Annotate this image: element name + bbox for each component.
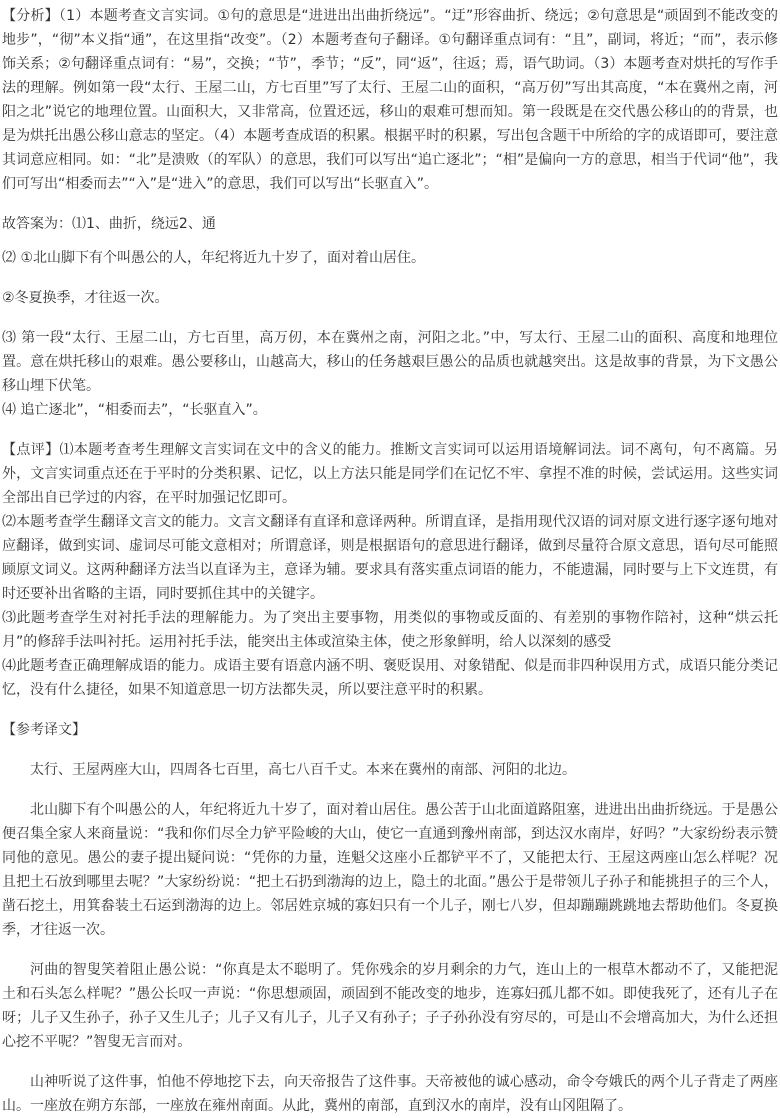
- comment-paragraph-1: 【点评】⑴本题考查考生理解文言实词在文中的含义的能力。推断文言实词可以运用语境解词法。词不离句，句不离篇。另外，文言实词重点还在于平时的分类积累、记忆，以上方法只能是同学们在记忆不牢、拿捏不准的时候，尝试运用。这些实词全部出自已学过的内容，在平时加强记忆即可。: [2, 442, 778, 506]
- answer-line-5: ⑷ 追亡逐北”，“相委而去”，“长驱直入”。: [2, 402, 267, 418]
- answer-line-3: ②冬夏换季，才往返一次。: [2, 290, 169, 306]
- answer-line-1: 故答案为：⑴1、曲折，绕远2、通: [2, 216, 216, 232]
- comment-paragraph-4: ⑷此题考查正确理解成语的能力。成语主要有语意内涵不明、褒贬误用、对象错配、似是而非四种误用方式，成语只能分类记忆，没有什么捷径，如果不知道意思一切方法都失灵，所以要注意平时的积累。: [2, 658, 778, 698]
- translation-paragraph-2: 北山脚下有个叫愚公的人，年纪将近九十岁了，面对着山居住。愚公苦于山北面道路阻塞，进进出出曲折绕远。于是愚公便召集全家人来商量说：“我和你们尽全力铲平险峻的大山，使它一直通到豫州南部，到达汉水南岸，好吗？”大家纷纷表示赞同他的意见。愚公的妻子提出疑问说：“凭你的力量，连魁父这座小丘都铲平不了，又能把太行、王屋这两座山怎么样呢？况且把土石放到哪里去呢？”大家纷纷说：“把土石扔到渤海的边上，隐土的北面。”愚公于是带领儿子孙子和能挑担子的三个人，凿石挖土，用箕畚装土石运到渤海的边上。邻居姓京城的寡妇只有一个儿子，刚七八岁，但却蹦蹦跳跳地去帮助他们。冬夏换季，才往返一次。: [2, 802, 778, 938]
- translation-heading: 【参考译文】: [2, 722, 86, 738]
- translation-paragraph-3: 河曲的智叟笑着阻止愚公说：“你真是太不聪明了。凭你残余的岁月剩余的力气，连山上的一根草木都动不了，又能把泥土和石头怎么样呢？”愚公长叹一声说：“你思想顽固，顽固到不能改变的地步，连寡妇孤儿都不如。即使我死了，还有儿子在呀；儿子又生孙子，孙子又生儿子；儿子又有儿子，儿子又有孙子；子子孙孙没有穷尽的，可是山不会增高加大，为什么还担心挖不平呢？”智叟无言而对。: [2, 962, 778, 1050]
- comment-paragraph-2: ⑵本题考查学生翻译文言文的能力。文言文翻译有直译和意译两种。所谓直译，是指用现代汉语的词对原文进行逐字逐句地对应翻译，做到实词、虚词尽可能文意相对；所谓意译，则是根据语句的意思进行翻译，做到尽量符合原文意思，语句尽可能照顾原文词义。这两种翻译方法当以直译为主，意译为辅。要求具有落实重点词语的能力，不能遗漏，同时要与上下文连贯，有时还要补出省略的主语，同时要抓住其中的关键字。: [2, 514, 778, 602]
- answer-line-4: ⑶ 第一段“太行、王屋二山，方七百里，高万仞，本在冀州之南，河阳之北。”中，写太行、王屋二山的面积、高度和地理位置。意在烘托移山的艰难。愚公要移山，山越高大，移山的任务越艰巨愚公的品质也就越突出。这是故事的背景，为下文愚公移山埋下伏笔。: [2, 330, 778, 394]
- comment-paragraph-3: ⑶此题考查学生对衬托手法的理解能力。为了突出主要事物，用类似的事物或反面的、有差别的事物作陪衬，这种“烘云托月”的修辞手法叫衬托。运用衬托手法，能突出主体或渲染主体，使之形象鲜明，给人以深刻的感受: [2, 610, 778, 650]
- analysis-paragraph: 【分析】（1）本题考查文言实词。①句的意思是“进进出出曲折绕远”。“迂”形容曲折、绕远；②句意思是“顽固到不能改变的地步”，“彻”本义指“通”，在这里指“改变”。（2）本题考查句子翻译。①句翻译重点词有：“且”，副词，将近；“而”，表示修饰关系；②句翻译重点词有：“易”，交换；“节”，季节；“反”，同“返”，往返；焉，语气助词。（3）本题考查对烘托的写作手法的理解。例如第一段“太行、王屋二山，方七百里”写了太行、王屋二山的面积，“高万仞”写出其高度，“本在冀州之南，河阳之北”说它的地理位置。山面积大，又非常高，位置还远，移山的艰难可想而知。第一段既是在交代愚公移山的的背景，也是为烘托出愚公移山意志的坚定。（4）本题考查成语的积累。根据平时的积累，写出包含题干中所给的字的成语即可，要注意其词意应相同。如：“北”是溃败（的军队）的意思，我们可以写出“追亡逐北”；“相”是偏向一方的意思，相当于代词“他”，我们可写出“相委而去”“入”是“进入”的意思，我们可以写出“长驱直入”。: [2, 8, 778, 192]
- answer-line-2: ⑵ ①北山脚下有个叫愚公的人，年纪将近九十岁了，面对着山居住。: [2, 250, 425, 266]
- translation-paragraph-1: 太行、王屋两座大山，四周各七百里，高七八百千丈。本来在冀州的南部、河阳的北边。: [30, 762, 576, 778]
- translation-paragraph-4: 山神听说了这件事，怕他不停地挖下去，向天帝报告了这件事。天帝被他的诚心感动，命令夸娥氏的两个儿子背走了两座山。一座放在朔方东部，一座放在雍州南面。从此，冀州的南部，直到汉水的南岸，没有山冈阻隔了。: [2, 1074, 778, 1114]
